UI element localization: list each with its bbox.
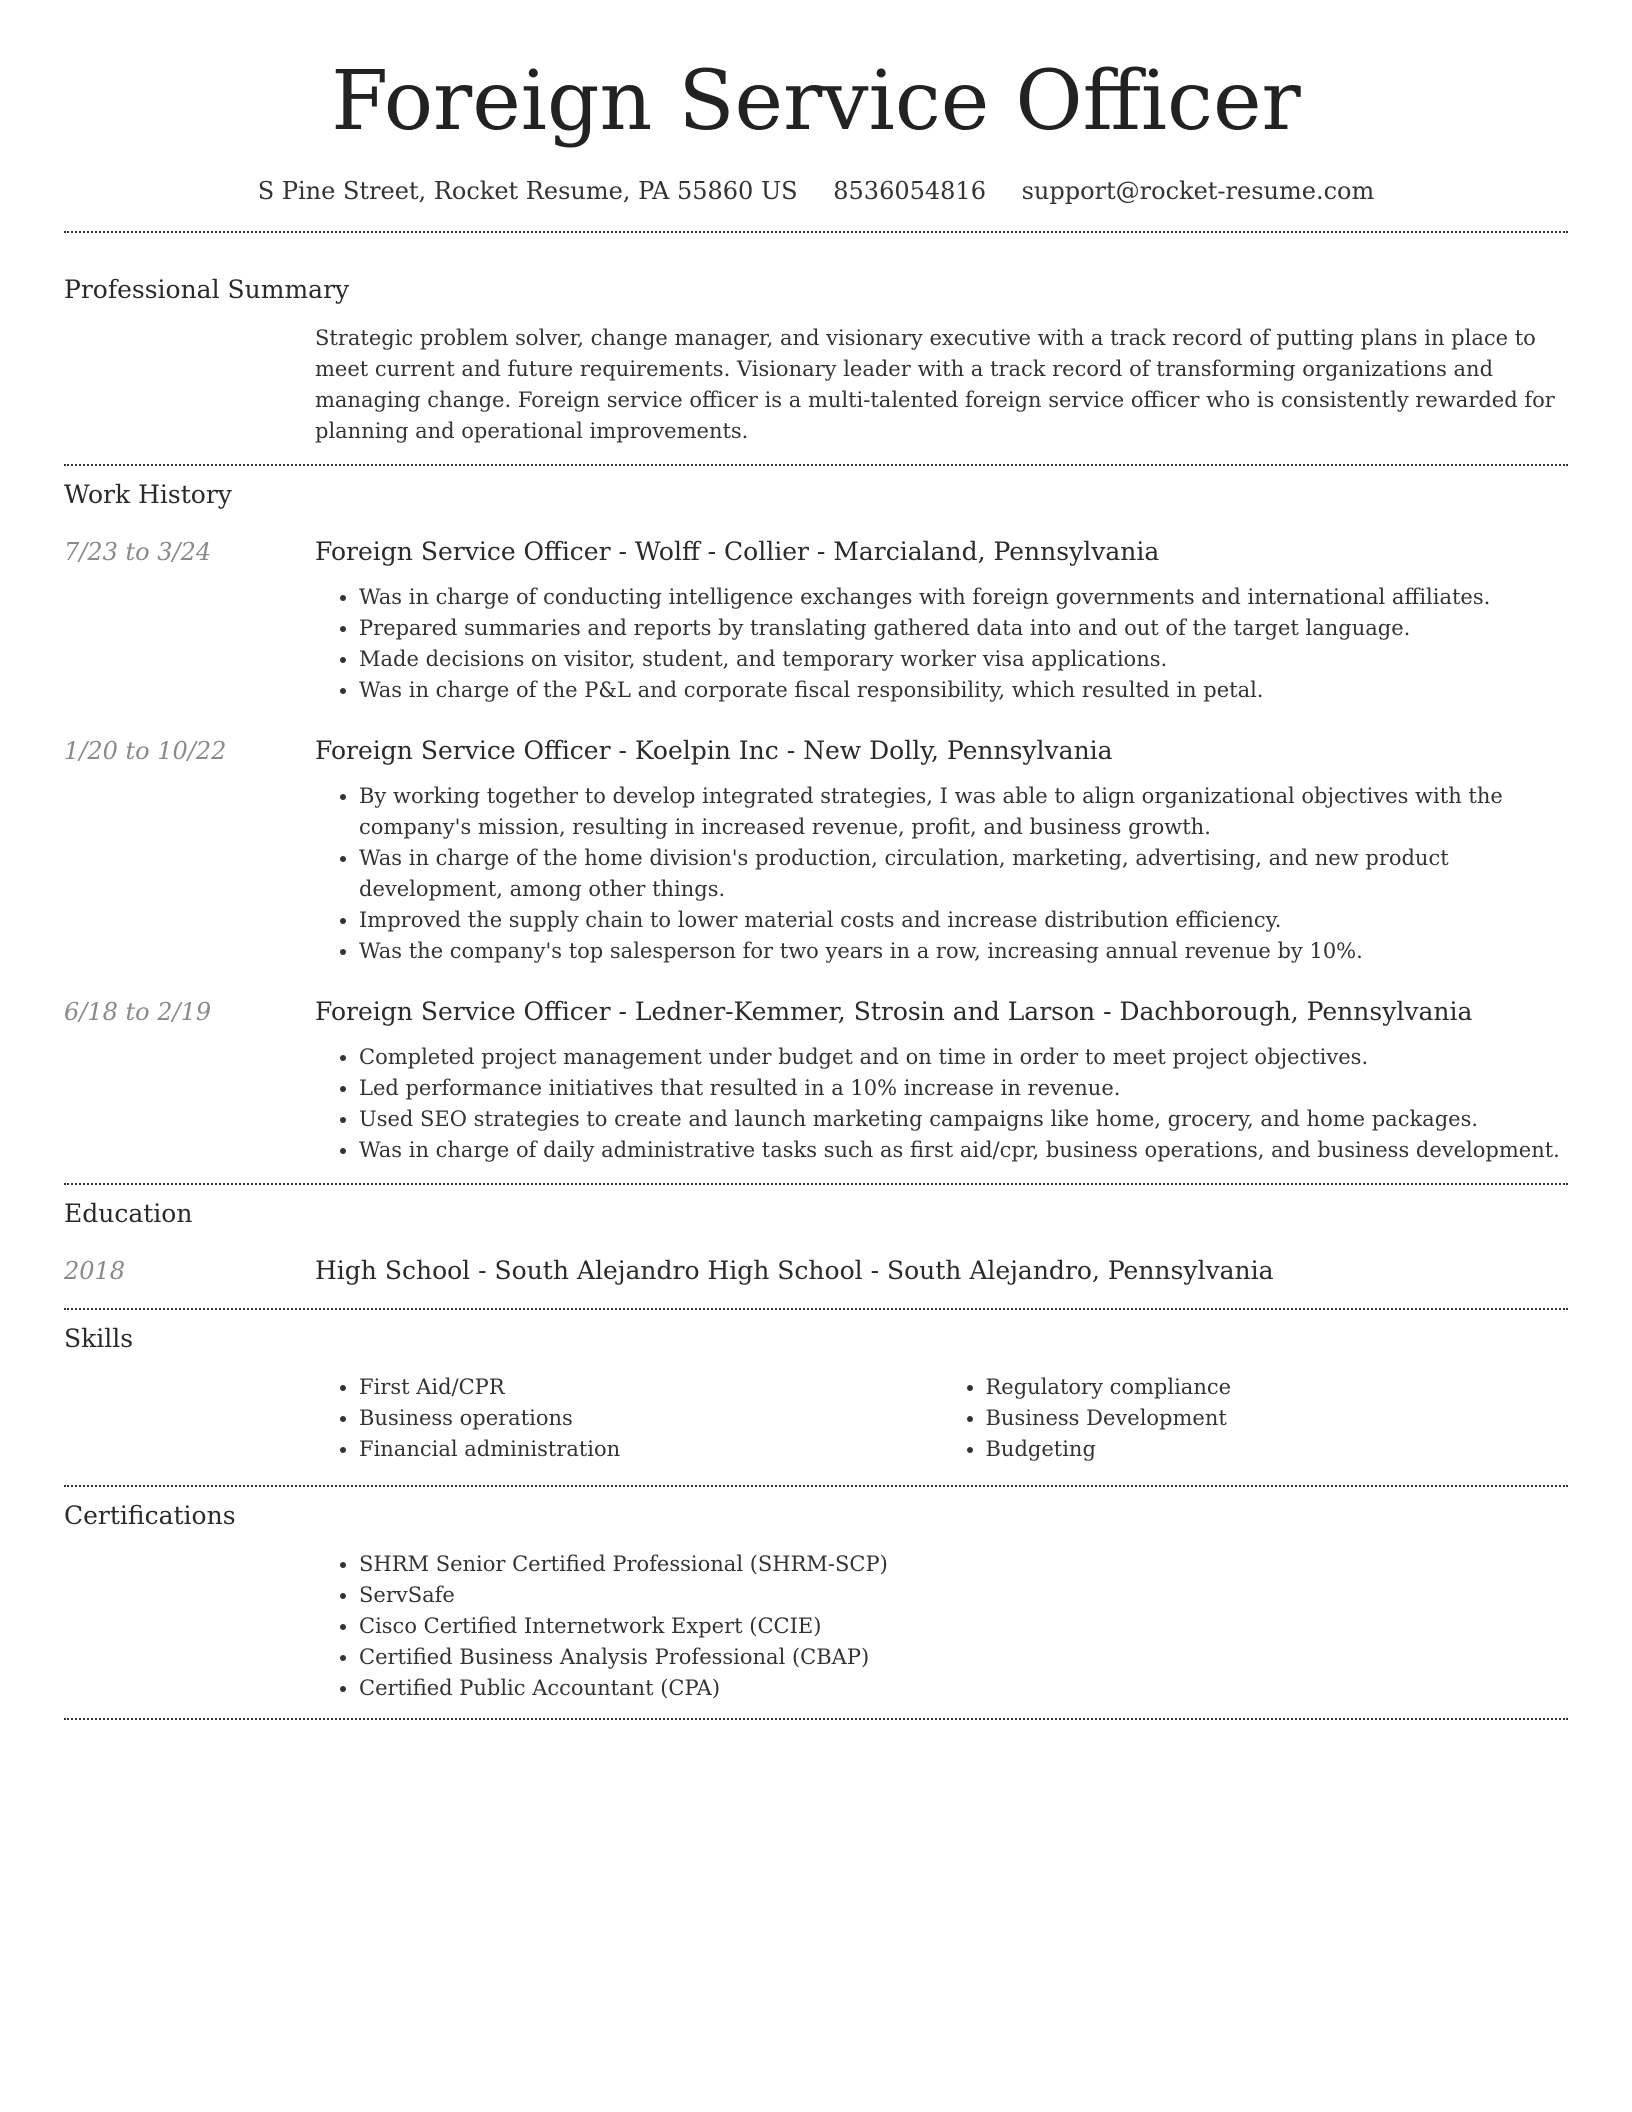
certifications-list — [315, 1549, 1568, 1704]
section-title-work-history: Work History — [64, 480, 232, 509]
job-entry — [64, 734, 1568, 967]
certification-item: • Certified Business Analysis Professional (CBAP) — [359, 1642, 1568, 1673]
job-heading: Foreign Service Officer - Ledner-Kemmer, Strosin and Larson - Dachborough, Pennsylvania — [315, 997, 1473, 1026]
list-item: • Improved the supply chain to lower material costs and increase distribution efficiency. — [359, 905, 1568, 936]
job-heading: Foreign Service Officer - Koelpin Inc - New Dolly, Pennsylvania — [315, 736, 1113, 765]
skill-item: • First Aid/CPR — [359, 1372, 942, 1403]
job-dates: 7/23 to 3/24 — [64, 538, 212, 566]
education-year: 2018 — [64, 1257, 126, 1285]
skill-item: • Business Development — [986, 1403, 1569, 1434]
divider — [64, 1485, 1568, 1487]
divider — [64, 231, 1568, 233]
section-title-skills: Skills — [64, 1324, 134, 1353]
job-dates: 1/20 to 10/22 — [64, 737, 227, 765]
list-item: • Was in charge of the P&L and corporate fiscal responsibility, which resulted in petal. — [359, 675, 1568, 706]
divider — [64, 1718, 1568, 1720]
skills-column-2 — [942, 1372, 1569, 1465]
skills-grid — [315, 1372, 1568, 1465]
skills-column-1 — [315, 1372, 942, 1465]
certification-item: • ServSafe — [359, 1580, 1568, 1611]
job-bullets — [315, 582, 1568, 706]
list-item: • Completed project management under budget and on time in order to meet project objectives. — [359, 1042, 1568, 1073]
education-entry — [64, 1254, 1568, 1288]
section-title-education: Education — [64, 1199, 193, 1228]
list-item: • Was in charge of daily administrative tasks such as first aid/cpr, business operations, and business development. — [359, 1135, 1568, 1166]
resume-name: Foreign Service Officer — [331, 54, 1301, 149]
contact-phone: 8536054816 — [833, 177, 986, 205]
skills-spacer — [64, 1372, 315, 1465]
skill-item: • Business operations — [359, 1403, 942, 1434]
list-item: • Prepared summaries and reports by translating gathered data into and out of the target language. — [359, 613, 1568, 644]
divider — [64, 1308, 1568, 1310]
job-dates: 6/18 to 2/19 — [64, 998, 212, 1026]
skill-item: • Budgeting — [986, 1434, 1569, 1465]
certification-item: • Cisco Certified Internetwork Expert (CCIE) — [359, 1611, 1568, 1642]
certification-item: • Certified Public Accountant (CPA) — [359, 1673, 1568, 1704]
skill-item: • Regulatory compliance — [986, 1372, 1569, 1403]
education-heading: High School - South Alejandro High School - South Alejandro, Pennsylvania — [315, 1256, 1274, 1285]
job-bullets — [315, 781, 1568, 967]
divider — [64, 1183, 1568, 1185]
list-item: • Was in charge of conducting intelligence exchanges with foreign governments and international affiliates. — [359, 582, 1568, 613]
section-title-certifications: Certifications — [64, 1501, 236, 1530]
list-item: • Was in charge of the home division's production, circulation, marketing, advertising, and new product development, among other things. — [359, 843, 1568, 905]
job-entry — [64, 535, 1568, 706]
contact-line — [64, 174, 1568, 208]
summary-text: Strategic problem solver, change manager, and visionary executive with a track record of putting plans in place to meet current and future requirements. Visionary leader with a track record of transforming organizations and managing change. Foreign service officer is a multi-talented foreign service officer who is consistently rewarded for planning and operational improvements. — [315, 326, 1555, 443]
list-item: • By working together to develop integrated strategies, I was able to align organizational objectives with the company's mission, resulting in increased revenue, profit, and business growth. — [359, 781, 1568, 843]
contact-email[interactable]: support@rocket-resume.com — [1021, 177, 1375, 205]
list-item: • Used SEO strategies to create and launch marketing campaigns like home, grocery, and home packages. — [359, 1104, 1568, 1135]
certification-item: • SHRM Senior Certified Professional (SHRM-SCP) — [359, 1549, 1568, 1580]
contact-address: S Pine Street, Rocket Resume, PA 55860 US — [257, 177, 798, 205]
skill-item: • Financial administration — [359, 1434, 942, 1465]
job-entry — [64, 995, 1568, 1166]
job-bullets — [315, 1042, 1568, 1166]
job-heading: Foreign Service Officer - Wolff - Collier - Marcialand, Pennsylvania — [315, 537, 1160, 566]
list-item: • Led performance initiatives that resulted in a 10% increase in revenue. — [359, 1073, 1568, 1104]
section-title-summary: Professional Summary — [64, 275, 350, 304]
summary-spacer — [64, 323, 315, 447]
divider — [64, 464, 1568, 466]
list-item: • Made decisions on visitor, student, and temporary worker visa applications. — [359, 644, 1568, 675]
list-item: • Was the company's top salesperson for two years in a row, increasing annual revenue by 10%. — [359, 936, 1568, 967]
certifications-spacer — [64, 1549, 315, 1704]
